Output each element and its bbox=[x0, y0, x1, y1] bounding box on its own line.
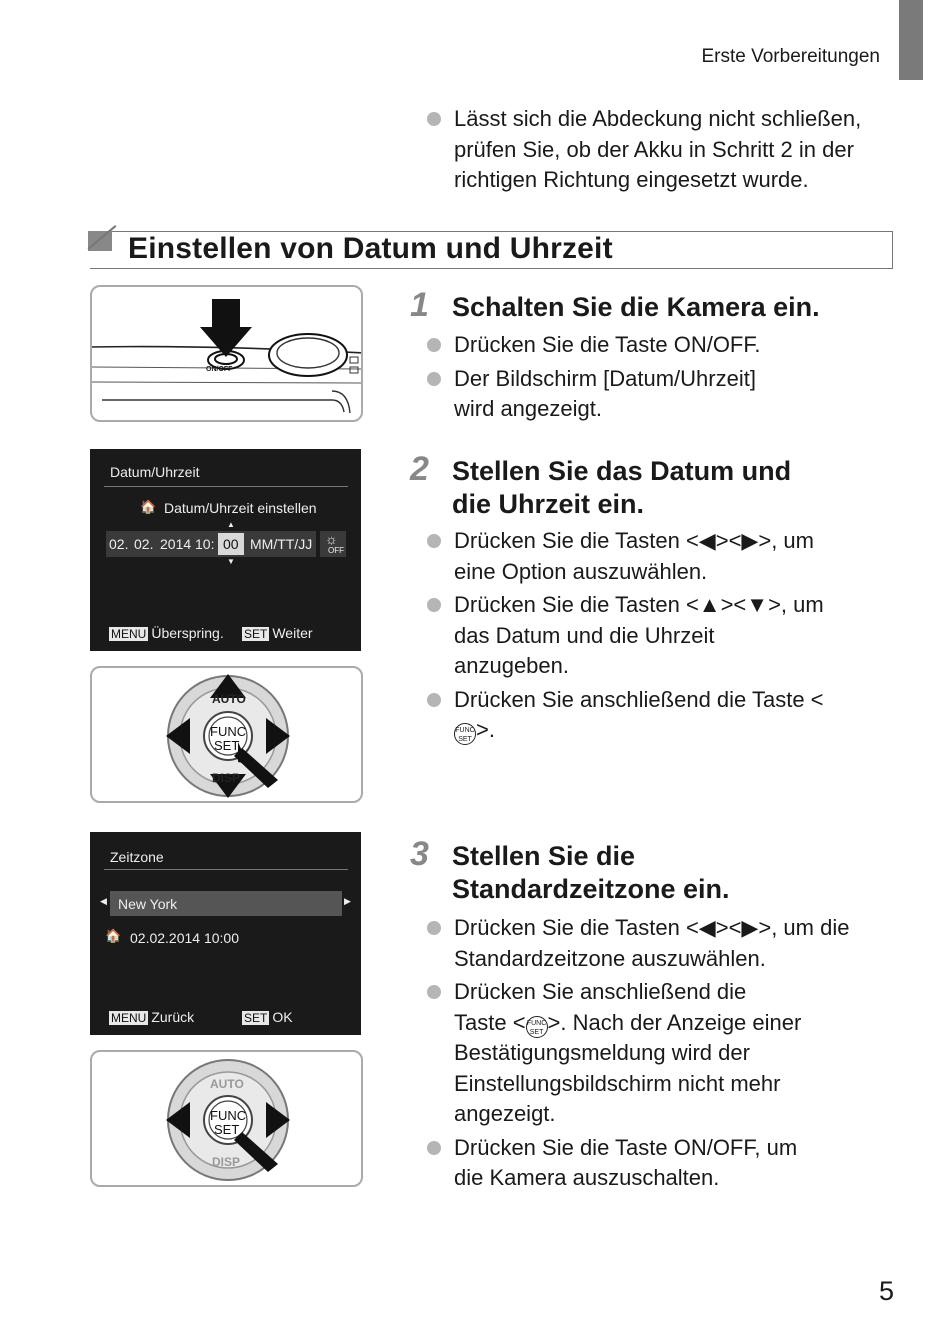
step-title-2: Stellen Sie das Datum und die Uhrzeit ein. bbox=[452, 456, 792, 519]
set-hint: SET OK bbox=[244, 1009, 293, 1025]
svg-text:DISP: DISP bbox=[212, 1155, 241, 1169]
field-hour: 10: bbox=[195, 536, 215, 552]
down-button-icon: ▼ bbox=[746, 592, 769, 617]
step-1-bullet: Drücken Sie die Taste ON/OFF. bbox=[427, 330, 907, 361]
right-arrow-icon: ▶ bbox=[344, 896, 351, 906]
section-title: Einstellen von Datum und Uhrzeit bbox=[128, 232, 613, 265]
control-dial-drawing-2 bbox=[92, 1052, 363, 1187]
step-title-1: Schalten Sie die Kamera ein. bbox=[452, 292, 820, 322]
sun-icon: ☼ bbox=[325, 531, 338, 547]
step-2-bullets bbox=[427, 526, 827, 749]
step-2-bullet: Drücken Sie die Tasten <◀><▶>, um eine Option auszuwählen. bbox=[427, 526, 827, 587]
home-datetime: 02.02.2014 10:00 bbox=[130, 930, 239, 946]
menu-hint: MENU Zurück bbox=[111, 1009, 195, 1025]
step-number-2: 2 bbox=[410, 450, 429, 488]
chapter-tab bbox=[899, 0, 923, 80]
on-off-label: ON/OFF bbox=[206, 366, 233, 373]
control-dial-illustration-2 bbox=[90, 1050, 363, 1187]
control-dial-drawing-1 bbox=[92, 668, 363, 803]
func-set-icon: FUNC SET bbox=[526, 1016, 548, 1038]
left-arrow-icon: ◀ bbox=[100, 896, 107, 906]
timezone-screen bbox=[90, 832, 361, 1035]
right-button-icon: ▶ bbox=[741, 528, 759, 553]
step-3-bullet: Drücken Sie anschließend die Taste <FUNC SET >. Nach der Anzeige einer Bestätigungsmeldung wird der Einstellungsbildschirm nicht mehr angezeigt. bbox=[427, 977, 804, 1130]
svg-text:DISP: DISP bbox=[212, 771, 241, 785]
down-indicator-icon: ▼ bbox=[227, 557, 235, 566]
svg-text:FUNC: FUNC bbox=[210, 724, 247, 739]
intro-bullet: Lässt sich die Abdeckung nicht schließen, prüfen Sie, ob der Akku in Schritt 2 in der richtigen Richtung eingesetzt wurde. bbox=[427, 104, 907, 196]
step-number-1: 1 bbox=[410, 286, 429, 324]
left-button-icon: ◀ bbox=[698, 528, 716, 553]
step-number-3: 3 bbox=[410, 835, 429, 873]
home-icon: 🏠 bbox=[140, 499, 157, 514]
set-hint: SET Weiter bbox=[244, 625, 313, 641]
step-2-bullet: Drücken Sie die Tasten <▲><▼>, um das Datum und die Uhrzeit anzugeben. bbox=[427, 590, 827, 682]
screen-title: Zeitzone bbox=[110, 849, 164, 865]
datetime-screen bbox=[90, 449, 361, 651]
step-1-bullets bbox=[427, 330, 907, 428]
right-button-icon: ▶ bbox=[741, 915, 759, 940]
step-1-bullet: Der Bildschirm [Datum/Uhrzeit] wird angezeigt. bbox=[427, 364, 784, 425]
field-format: MM/TT/JJ bbox=[250, 536, 313, 552]
screen-subtitle: Datum/Uhrzeit einstellen bbox=[164, 500, 317, 516]
dst-toggle bbox=[320, 531, 346, 557]
step-title-3: Stellen Sie die Standardzeitzone ein. bbox=[452, 841, 730, 904]
screen-title: Datum/Uhrzeit bbox=[110, 464, 200, 480]
running-header: Erste Vorbereitungen bbox=[701, 46, 880, 67]
city-name: New York bbox=[118, 896, 178, 912]
section-corner-marker bbox=[88, 231, 112, 251]
step-3-bullets bbox=[427, 913, 877, 1197]
camera-top-illustration bbox=[90, 285, 363, 422]
up-indicator-icon: ▲ bbox=[227, 520, 235, 529]
intro-bullets bbox=[427, 104, 907, 199]
control-dial-illustration-1 bbox=[90, 666, 363, 803]
camera-top-drawing bbox=[92, 287, 363, 422]
up-button-icon: ▲ bbox=[698, 592, 721, 617]
field-month: 02. bbox=[109, 536, 129, 552]
func-set-icon: FUNC SET bbox=[454, 723, 476, 745]
field-minute-selected: 00 bbox=[218, 533, 244, 555]
home-icon: 🏠 bbox=[105, 928, 122, 943]
field-day: 02. bbox=[134, 536, 154, 552]
svg-text:AUTO: AUTO bbox=[210, 1077, 244, 1091]
svg-text:AUTO: AUTO bbox=[212, 692, 246, 706]
dst-label: OFF bbox=[328, 546, 344, 555]
svg-text:SET: SET bbox=[214, 738, 240, 753]
menu-hint: MENU Überspring. bbox=[111, 625, 224, 641]
left-button-icon: ◀ bbox=[698, 915, 716, 940]
step-2-bullet: Drücken Sie anschließend die Taste <FUNC SET >. bbox=[427, 685, 827, 746]
page-number: 5 bbox=[878, 1276, 894, 1306]
svg-text:SET: SET bbox=[214, 1122, 240, 1137]
step-3-bullet: Drücken Sie die Taste ON/OFF, um die Kamera auszuschalten. bbox=[427, 1133, 804, 1194]
svg-text:FUNC: FUNC bbox=[210, 1108, 247, 1123]
field-year: 2014 bbox=[160, 536, 192, 552]
step-3-bullet: Drücken Sie die Tasten <◀><▶>, um die Standardzeitzone auszuwählen. bbox=[427, 913, 877, 974]
